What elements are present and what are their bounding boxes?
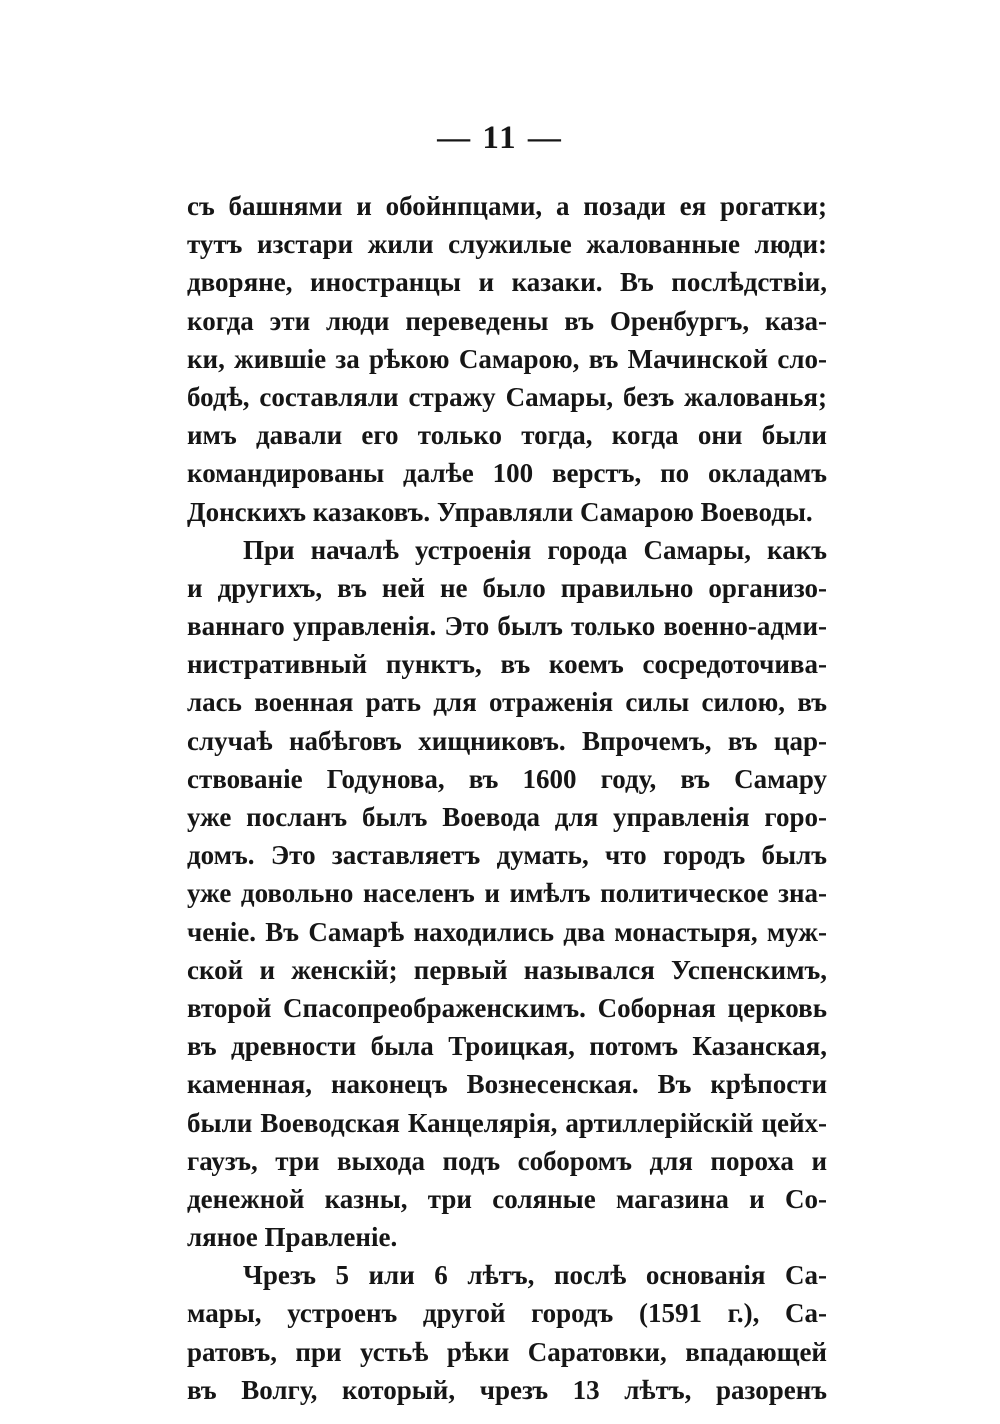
text-line: каменная, наконецъ Вознесенская. Въ крѣпости	[187, 1069, 827, 1100]
text-line: тутъ изстари жили служилые жалованные люди:	[187, 229, 827, 260]
text-line: ченіе. Въ Самарѣ находились два монастыря, муж-	[187, 916, 827, 947]
text-line: нистративный пунктъ, въ коемъ сосредоточива-	[187, 649, 827, 680]
text-line: ратовъ, при устьѣ рѣки Саратовки, впадающей	[187, 1336, 827, 1367]
text-line: ской и женскій; первый назывался Успенскимъ,	[187, 954, 827, 985]
body-text	[187, 187, 827, 1409]
text-line: ствованіе Годунова, въ 1600 году, въ Самару	[187, 763, 827, 794]
paragraph-start-line: Чрезъ 5 или 6 лѣтъ, послѣ основанія Са-	[243, 1260, 827, 1291]
text-line: дворяне, иностранцы и казаки. Въ послѣдствіи,	[187, 267, 827, 298]
text-line: второй Спасопреображенскимъ. Соборная церковь	[187, 992, 827, 1023]
page-number: — 11 —	[437, 120, 563, 156]
text-line: ки, жившіе за рѣкою Самарою, въ Мачинской сло-	[187, 343, 827, 374]
text-line: командированы далѣе 100 верстъ, по окладамъ	[187, 458, 827, 489]
text-line: ваннаго управленія. Это былъ только военно-адми-	[187, 611, 827, 642]
text-line: уже довольно населенъ и имѣлъ политическое зна-	[187, 878, 827, 909]
text-line: Донскихъ казаковъ. Управляли Самарою Воеводы.	[187, 496, 813, 527]
text-line: съ башнями и обойнпцами, а позади ея рогатки;	[187, 191, 827, 221]
text-line: домъ. Это заставляетъ думать, что городъ былъ	[187, 840, 827, 871]
text-line: ляное Правленіе.	[187, 1222, 398, 1253]
text-line: уже посланъ былъ Воевода для управленія горо-	[187, 802, 827, 832]
text-line: случаѣ набѣговъ хищниковъ. Впрочемъ, въ цар-	[187, 725, 827, 756]
text-line: бодѣ, составляли стражу Самары, безъ жалованья;	[187, 381, 827, 412]
text-line: денежной казны, три соляные магазина и Со-	[187, 1183, 827, 1214]
text-line: въ Волгу, который, чрезъ 13 лѣтъ, разоренъ	[187, 1374, 827, 1405]
text-line: были Воеводская Канцелярія, артиллерійскій цейх-	[187, 1107, 827, 1138]
text-line: гаузъ, три выхода подъ соборомъ для пороха и	[187, 1145, 827, 1176]
text-line: имъ давали его только тогда, когда они были	[187, 420, 827, 451]
text-line: въ древности была Троицкая, потомъ Казанская,	[187, 1031, 827, 1062]
paragraph-start-line: При началѣ устроенія города Самары, какъ	[243, 534, 827, 565]
text-line: и другихъ, въ ней не было правильно организо-	[187, 572, 827, 603]
text-line: когда эти люди переведены въ Оренбургъ, каза-	[187, 305, 827, 336]
text-line: лась военная рать для отраженія силы силою, въ	[187, 687, 827, 718]
text-line: мары, устроенъ другой городъ (1591 г.), Са-	[187, 1298, 827, 1329]
